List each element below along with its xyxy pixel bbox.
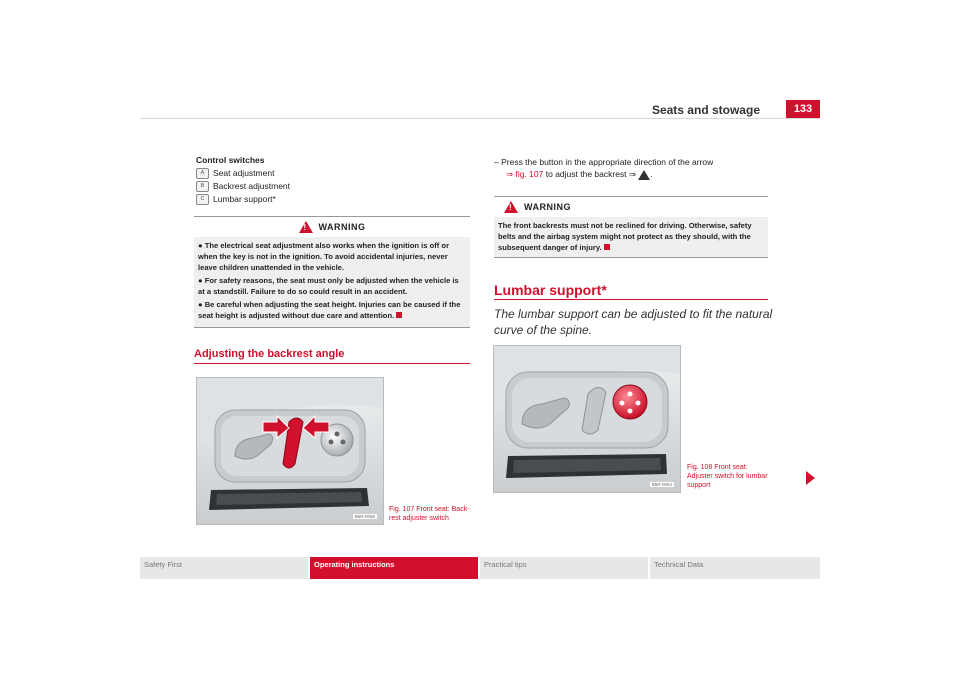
figure-link[interactable]: ⇒ fig. 107 <box>506 169 544 179</box>
warning-body <box>194 237 470 327</box>
seat-lumbar-switch-illustration <box>494 346 680 492</box>
page-number: 133 <box>786 100 820 118</box>
section-title-lumbar: Lumbar support* <box>494 282 607 298</box>
instruction-step: – Press the button in the appropriate direction of the arrow ⇒ fig. 107 to adjust the backrest ⇒ . <box>494 157 714 179</box>
footer-tab-technical-data[interactable]: Technical Data <box>650 557 820 579</box>
control-switch-label: Backrest adjustment <box>213 181 291 191</box>
next-page-arrow-icon[interactable] <box>806 471 815 485</box>
warning-box <box>194 216 470 328</box>
section-rule <box>494 299 768 300</box>
footer-tab-operating-instructions[interactable]: Operating instructions <box>310 557 478 579</box>
figure-108 <box>493 345 681 493</box>
section-title-backrest: Adjusting the backrest angle <box>194 348 345 360</box>
footer-tab-safety-first[interactable]: Safety First <box>140 557 308 579</box>
header-rule <box>140 118 820 119</box>
warning-label: WARNING <box>318 222 366 232</box>
seat-backrest-switch-illustration <box>197 378 383 524</box>
section-rule <box>194 363 470 364</box>
figure-id: B5R-0054 <box>651 482 672 487</box>
running-header-title: Seats and stowage <box>651 103 760 117</box>
control-switches-heading: Control switches <box>196 155 265 165</box>
end-marker-icon <box>396 312 402 318</box>
control-switch-item <box>196 168 274 179</box>
warning-reference-icon[interactable] <box>638 170 650 180</box>
control-switch-label: Seat adjustment <box>213 168 275 178</box>
warning-body: The front backrests must not be reclined for driving. Otherwise, safety belts and the airbag system might not protect as they should, with the subsequent danger of injury. <box>498 221 752 252</box>
end-marker-icon <box>604 244 610 250</box>
figure-caption: Fig. 108 Front seat: Adjuster switch for lumbar support <box>687 464 768 489</box>
warning-header <box>494 197 768 217</box>
control-switch-item <box>196 194 276 205</box>
warning-bullet: ● For safety reasons, the seat must only be adjusted when the vehicle is at a standstill. Failure to do so could result in an accident. <box>198 276 459 296</box>
control-switch-item <box>196 181 290 192</box>
footer-tab-practical-tips[interactable]: Practical tips <box>480 557 648 579</box>
warning-triangle-icon: ! <box>504 201 518 213</box>
warning-header <box>194 217 470 237</box>
section-intro: The lumbar support can be adjusted to fit the natural curve of the spine. <box>494 307 773 337</box>
warning-box <box>494 196 768 258</box>
figure-caption: Fig. 107 Front seat: Back-rest adjuster switch <box>389 506 470 522</box>
control-switch-label: Lumbar support* <box>213 194 276 204</box>
figure-107 <box>196 377 384 525</box>
warning-triangle-icon: ! <box>299 221 313 233</box>
warning-label: WARNING <box>524 202 571 212</box>
callout-badge: A <box>196 168 209 179</box>
callout-badge: C <box>196 194 209 205</box>
callout-badge: B <box>196 181 209 192</box>
warning-bullet: ● The electrical seat adjustment also works when the ignition is off or when the key is not in the ignition. To avoid accidental injuries, never leave children unattended in the vehicle. <box>198 241 450 272</box>
figure-id: B5R-0056 <box>354 514 375 519</box>
warning-bullet: ● Be careful when adjusting the seat height. Injuries can be caused if the seat height is adjusted without due care and attention. <box>198 300 461 320</box>
